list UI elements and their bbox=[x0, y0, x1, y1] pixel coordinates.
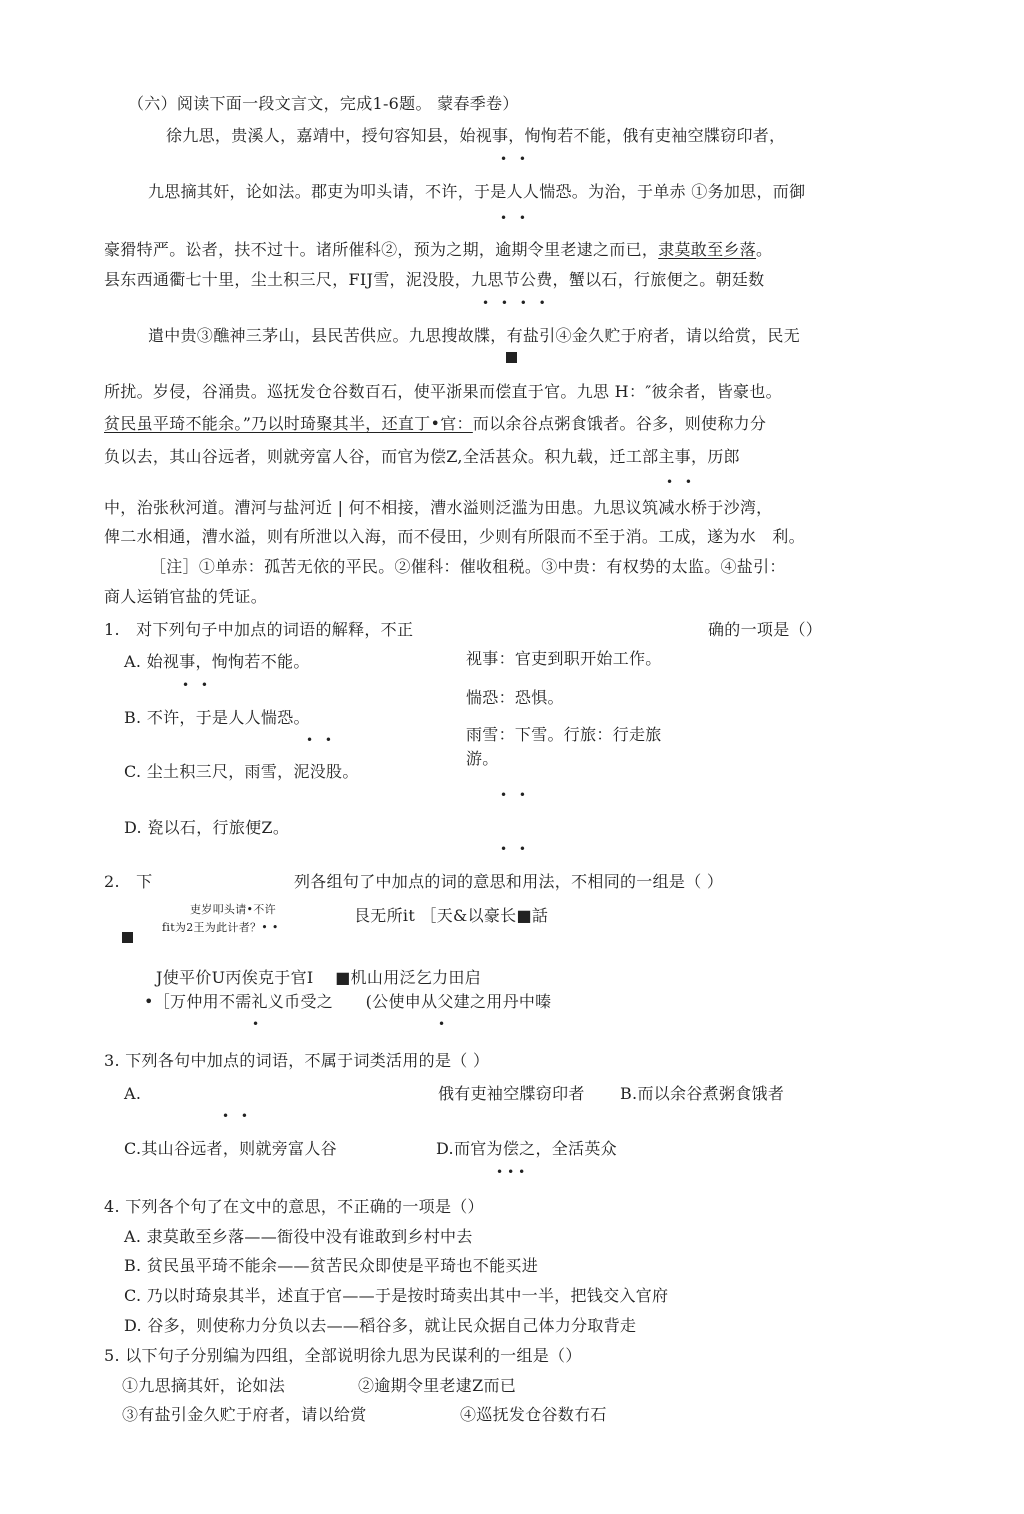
passage-line-2: 九思摘其奸，论如法。郡吏为叩头请，不许，于是人人惴恐。为治，于单赤 ①务加思，而御 bbox=[148, 182, 806, 201]
black-square-mark bbox=[122, 932, 133, 943]
question-5-stem: 5. 以下句子分别编为四组，全部说明徐九思为民谋利的一组是（） bbox=[104, 1346, 582, 1365]
q4-option-a: A. 隶莫敢至乡落——衙役中没有谁敢到乡村中去 bbox=[124, 1227, 473, 1246]
q4-option-c: C. 乃以时琦泉其半，述直于官——于是按时琦卖出其中一半，把钱交入官府 bbox=[124, 1286, 669, 1305]
passage-line-5: 遣中贵③醮神三茅山，县民苦供应。九思搜故牒，有盐引④金久贮于府者，请以给赏，民无 bbox=[148, 326, 801, 345]
q2-group-line-2: J使平价U丙俟克于官I ■机山用泛乞力田启 bbox=[156, 968, 482, 987]
q1-option-b: B. 不许，于是人人惴恐。 bbox=[124, 708, 310, 727]
footnote-line-2: 商人运销官盐的凭证。 bbox=[104, 587, 268, 606]
emphasis-dots: ••• bbox=[496, 1165, 530, 1179]
passage-line-8: 负以去，其山谷远者，则就旁富人谷，而官为偿Z,全活甚众。积九载，迁工部主事，历郎 bbox=[104, 447, 740, 466]
q4-option-b: B. 贫民虽平琦不能余——贫苦民众即使是平琦也不能买进 bbox=[124, 1256, 539, 1275]
q4-option-d: D. 谷多，则使称力分负以去——稻谷多，就让民众据自己体力分取背走 bbox=[124, 1316, 637, 1335]
emphasis-dots: • • bbox=[500, 788, 530, 802]
q1-option-d: D. 瓷以石，行旅便Z。 bbox=[124, 818, 290, 837]
q1-option-a-explanation: 视事：官吏到职开始工作。 bbox=[466, 649, 662, 668]
q2-small-line-2: fit为2王为此计者？• • bbox=[162, 921, 279, 934]
passage-line-7: 贫民虽平琦不能余。”乃以时琦聚其半，还直丁•官：而以余谷点粥食饿者。谷多，则使称力分 bbox=[104, 414, 767, 433]
q2-group-line-1: 艮无所it ［天&以豪长■話 bbox=[354, 906, 549, 925]
passage-line-1: 徐九思，贵溪人，嘉靖中，授句容知县，始视事，恂恂若不能，俄有吏袖空牒窃印者， bbox=[166, 126, 786, 145]
section-heading: （六）阅读下面一段文言文，完成1-6题。 蒙春季卷） bbox=[128, 94, 519, 113]
question-3-stem: 3. 下列各句中加点的词语，不属于词类活用的是（ ） bbox=[104, 1051, 490, 1070]
emphasis-dots: • • bbox=[222, 1109, 252, 1123]
q5-item-2: ②逾期令里老逮Z而已 bbox=[358, 1376, 517, 1395]
q1-option-a: A. 始视事，恂恂若不能。 bbox=[124, 652, 310, 671]
q2-small-line-1: 吏岁叩头请•不许 bbox=[190, 903, 276, 916]
q3-option-c: C.其山谷远者，则就旁富人谷 bbox=[124, 1139, 337, 1158]
footnote-line-1: ［注］①单赤：孤苦无依的平民。②催科：催收租税。③中贵：有权势的太监。④盐引： bbox=[150, 557, 786, 576]
q1-option-c: C. 尘土积三尺，雨雪，泥没股。 bbox=[124, 762, 359, 781]
emphasis-dots: • bbox=[252, 1017, 264, 1031]
black-square-mark bbox=[506, 352, 517, 363]
emphasis-dots: • • • • bbox=[482, 296, 550, 310]
q1-option-c-explanation-1: 雨雪：下雪。行旅：行走旅 bbox=[466, 725, 662, 744]
q3-option-a-label: A. bbox=[124, 1084, 142, 1103]
q2-group-line-3: •［万仲用不需礼义币受之 (公使申从父建之用丹中嗪 bbox=[144, 992, 552, 1011]
q3-option-b: B.而以余谷煮粥食饿者 bbox=[620, 1084, 785, 1103]
underlined-phrase: 隶莫敢至乡落 bbox=[658, 240, 757, 259]
q1-option-b-explanation: 惴恐：恐惧。 bbox=[466, 688, 564, 707]
passage-line-6: 所扰。岁侵，谷涌贵。巡抚发仓谷数百石，使平浙果而偿直于官。九思 H：″彼余者，皆豪也。 bbox=[104, 382, 782, 401]
emphasis-dots: • • bbox=[500, 211, 530, 225]
question-2-stem: 2. 下 bbox=[104, 872, 153, 891]
q3-option-d: D.而官为偿之，全活英众 bbox=[436, 1139, 617, 1158]
q5-item-4: ④巡抚发仓谷数冇石 bbox=[460, 1405, 607, 1424]
passage-line-9: 中，治张秋河道。漕河与盐河近 | 何不相接，漕水溢则泛滥为田患。九思议筑减水桥于沙湾， bbox=[104, 498, 773, 517]
question-1-stem: 1. 对下列句子中加点的词语的解释，不正 bbox=[104, 620, 414, 639]
q1-option-c-explanation-2: 游。 bbox=[466, 749, 499, 768]
question-4-stem: 4. 下列各个句了在文中的意思，不正确的一项是（） bbox=[104, 1197, 484, 1216]
emphasis-dots: • • bbox=[182, 678, 212, 692]
underlined-phrase: 贫民虽平琦不能余。”乃以时琦聚其半，还直丁•官： bbox=[104, 414, 473, 433]
passage-line-10: 俾二水相通，漕水溢，则有所泄以入海，而不侵田，少则有所限而不至于消。工成，遂为水 利。 bbox=[104, 527, 805, 546]
emphasis-dots: • • bbox=[666, 475, 696, 489]
q5-item-3: ③有盐引金久贮于府者，请以给赏 bbox=[122, 1405, 367, 1424]
emphasis-dots: • • bbox=[500, 842, 530, 856]
emphasis-dots: • • bbox=[306, 733, 336, 747]
q3-option-a-text: 俄有吏袖空牒窃印者 bbox=[438, 1084, 585, 1103]
passage-line-3: 豪猾特严。讼者，扶不过十。诸所催科②，预为之期，逾期令里老逮之而已，隶莫敢至乡落。 bbox=[104, 240, 773, 259]
q5-item-1: ①九思摘其奸，论如法 bbox=[122, 1376, 286, 1395]
emphasis-dots: • bbox=[438, 1017, 450, 1031]
question-1-stem-end: 确的一项是（） bbox=[708, 620, 823, 639]
question-2-stem-end: 列各组句了中加点的词的意思和用法，不相同的一组是（ ） bbox=[294, 872, 724, 891]
emphasis-dots: • • bbox=[500, 152, 530, 166]
passage-line-4: 县东西通衢七十里，尘土积三尺，FIJ雪，泥没股，九思节公费，蟹以石，行旅便之。朝廷数 bbox=[104, 270, 765, 289]
